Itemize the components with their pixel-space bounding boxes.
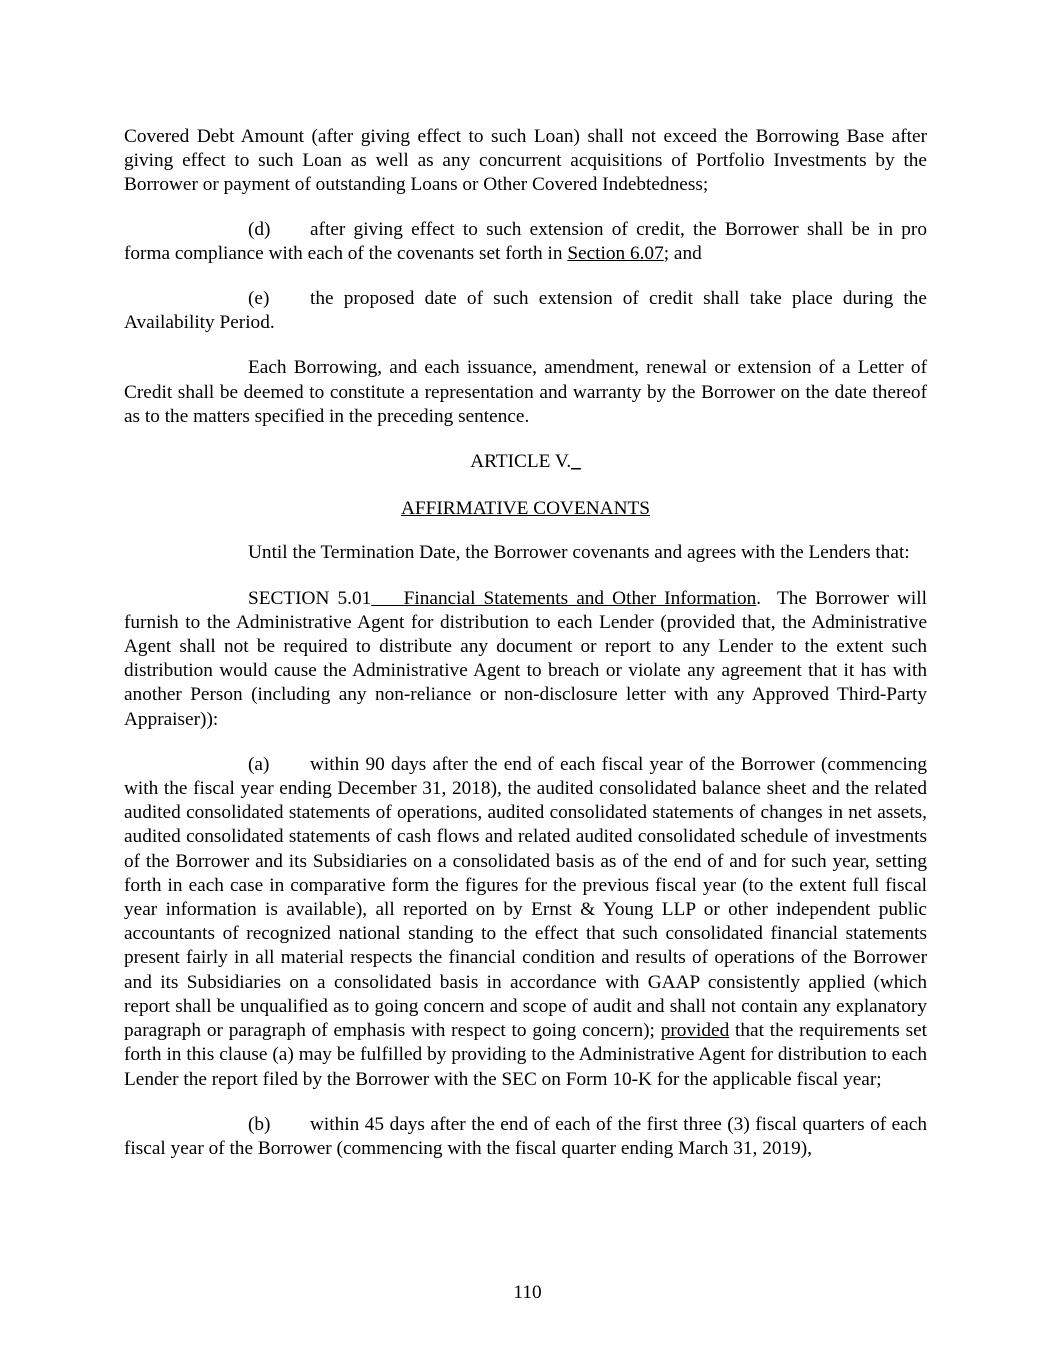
article-number	[124, 450, 927, 474]
document-page	[124, 125, 932, 1161]
article-number-text: ARTICLE V.	[470, 451, 572, 473]
clause-a-text: within 90 days after the end of each fiscal year of the Borrower (commencing with the fiscal year ending December 31, 2018), the audited consolidated balance sheet and the related audited consolidated statements of operations, audited consolidated statements of changes in net assets, audited consolidated statements of cash flows and related audited consolidated schedule of investments of the Borrower and its Subsidiaries on a consolidated basis as of the end of and for such year, setting forth in each case in comparative form the figures for the previous fiscal year (to the extent full fiscal year information is available), all reported on by Ernst & Young LLP or other independent public accountants of recognized national standing to the effect that such consolidated financial statements present fairly in all material respects the financial condition and results of operations of the Borrower and its Subsidiaries on a consolidated basis in accordance with GAAP consistently applied (which report shall be unqualified as to going concern and scope of audit and shall not contain any explanatory paragraph or paragraph of emphasis with respect to going concern);	[124, 753, 927, 1042]
section-title-text: Financial Statements and Other Information	[403, 587, 757, 609]
clause-d	[124, 218, 927, 266]
clause-e-marker: (e)	[248, 288, 270, 310]
section-5-01	[124, 587, 932, 732]
section-period: .	[756, 587, 762, 609]
clause-b-marker: (b)	[248, 1113, 271, 1135]
clause-e	[124, 287, 927, 335]
article-title-text: AFFIRMATIVE COVENANTS	[400, 498, 651, 520]
section-6-07-reference: Section 6.07	[567, 242, 664, 264]
clause-a-text-end: that the requirements set forth in this clause (a) may be fulfilled by providing to the Administrative Agent for distribution to each Lender the report filed by the Borrower with the SEC on Form 10-K for the applicable fiscal year;	[124, 1020, 927, 1090]
section-5-01-text: The Borrower will furnish to the Administrative Agent for distribution to each Lender (provided that, the Administrative Agent shall not be required to distribute any document or report to any Lender to the extent such distribution would cause the Administrative Agent to breach or violate any agreement that it has with another Person (including any non-reliance or non-disclosure letter with any Approved Third-Party Appraiser)):	[124, 587, 932, 730]
provided-term: provided	[660, 1020, 730, 1042]
deemed-representation-paragraph: Each Borrowing, and each issuance, amendment, renewal or extension of a Letter of Credit shall be deemed to constitute a representation and warranty by the Borrower on the date thereof as to the matters specified in the preceding sentence.	[124, 357, 927, 427]
clause-b	[124, 1113, 927, 1161]
clause-a	[124, 753, 927, 1092]
section-title	[371, 588, 756, 609]
clause-b-text: within 45 days after the end of each of the first three (3) fiscal quarters of each fiscal year of the Borrower (commencing with the fiscal quarter ending March 31, 2019),	[124, 1113, 927, 1159]
continuation-paragraph: Covered Debt Amount (after giving effect to such Loan) shall not exceed the Borrowing Base after giving effect to such Loan as well as any concurrent acquisitions of Portfolio Investments by the Borrower or payment of outstanding Loans or Other Covered Indebtedness;	[124, 126, 927, 196]
clause-a-marker: (a)	[248, 753, 270, 775]
article-intro: Until the Termination Date, the Borrower covenants and agrees with the Lenders that:	[248, 542, 910, 564]
clause-e-text: the proposed date of such extension of credit shall take place during the Availability Period.	[124, 288, 927, 334]
page-number: 110	[513, 1282, 542, 1303]
clause-d-text-end: ; and	[663, 242, 702, 264]
article-number-underscore: _	[571, 451, 581, 473]
clause-d-text: after giving effect to such extension of credit, the Borrower shall be in pro forma compliance with each of the covenants set forth in	[124, 218, 927, 264]
article-title	[124, 497, 927, 521]
clause-d-marker: (d)	[248, 218, 271, 240]
section-number: SECTION 5.01	[248, 587, 372, 609]
